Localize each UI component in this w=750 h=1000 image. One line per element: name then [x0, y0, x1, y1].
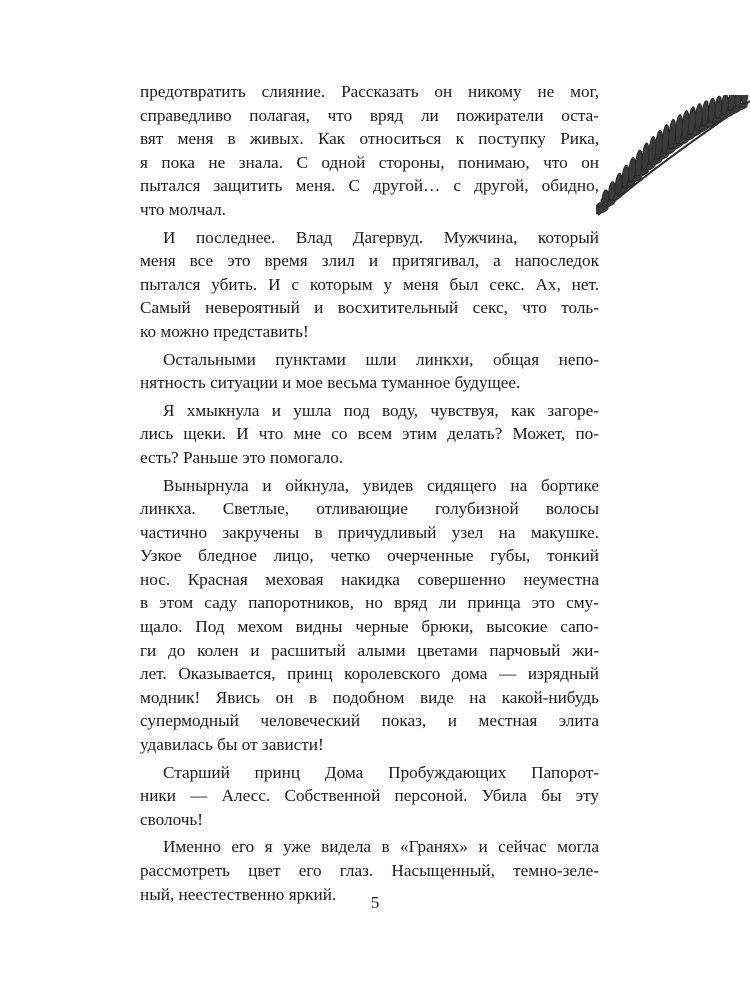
text-line: что молчал.: [140, 199, 226, 219]
text-line: пытался защитить меня. С другой… с другой, обидно,: [140, 176, 599, 196]
text-line: пытался убить. И с которым у меня был секс. Ах, нет.: [140, 274, 599, 294]
text-line: предотвратить слияние. Рассказать он никому не мог,: [140, 82, 599, 101]
text-line: удавилась бы от зависти!: [140, 735, 324, 755]
text-line: модник! Явись он в подобном виде на какой-нибудь: [140, 687, 599, 707]
text-line: сволочь!: [140, 809, 203, 829]
page-number: 5: [370, 893, 380, 912]
text-line: вят меня в живых. Как относиться к поступку Рика,: [140, 129, 599, 149]
text-line: меня все это время злил и притягивал, а напоследок: [140, 251, 599, 271]
text-line: Я хмыкнула и ушла под воду, чувствуя, как загоре-: [163, 400, 599, 420]
paragraph: [140, 474, 599, 757]
paragraph: [140, 399, 599, 470]
text-line: Остальными пунктами шли линкхи, общая непо-: [163, 349, 599, 369]
text-line: рассмотреть цвет его глаз. Насыщенный, темно-зеле-: [140, 861, 599, 880]
paragraph: [140, 348, 599, 395]
body-text: [140, 80, 599, 906]
paragraph: [140, 80, 599, 222]
text-line: щало. Под мехом видны черные брюки, высокие сапо-: [140, 617, 599, 637]
text-line: Вынырнула и ойкнула, увидев сидящего на бортике: [163, 475, 599, 495]
text-line: ники — Алесс. Собственной персоной. Убила бы эту: [140, 786, 599, 806]
text-line: я пока не знала. С одной стороны, понимаю, что он: [140, 152, 599, 172]
text-line: ги до колен и расшитый алыми цветами парчовый жи-: [140, 640, 599, 660]
text-line: лись щеки. И что мне со всем этим делать? Может, по-: [140, 424, 599, 444]
text-line: И последнее. Влад Дагервуд. Мужчина, который: [163, 227, 599, 247]
text-line: нятность ситуации и мое весьма туманное будущее.: [140, 373, 521, 393]
text-line: частично закручены в причудливый узел на макушке.: [140, 522, 599, 542]
text-line: в этом саду папоротников, но вряд ли принца это сму-: [140, 593, 599, 613]
text-line: ный, неестественно яркий.: [140, 884, 337, 904]
text-line: Старший принц Дома Пробуждающих Папорот-: [163, 762, 599, 782]
text-line: линкха. Светлые, отливающие голубизной волосы: [140, 499, 599, 519]
text-line: ко можно представить!: [140, 321, 309, 341]
text-line: Узкое бледное лицо, четко очерченные губы, тонкий: [140, 546, 599, 566]
paragraph: [140, 761, 599, 832]
text-line: нос. Красная меховая накидка совершенно неуместна: [140, 569, 599, 589]
text-line: Самый невероятный и восхитительный секс, что толь-: [140, 298, 599, 318]
text-line: справедливо полагая, что вряд ли пожиратели оста-: [140, 105, 599, 125]
paragraph: [140, 226, 599, 344]
text-line: Именно его я уже видела в «Гранях» и сейчас могла: [163, 837, 599, 857]
text-line: есть? Раньше это помогало.: [140, 447, 344, 467]
text-line: лет. Оказывается, принц королевского дома — изрядный: [140, 664, 599, 684]
text-line: супермодный человеческий показ, и местная элита: [140, 711, 599, 731]
fern-decoration-icon: [596, 95, 750, 220]
